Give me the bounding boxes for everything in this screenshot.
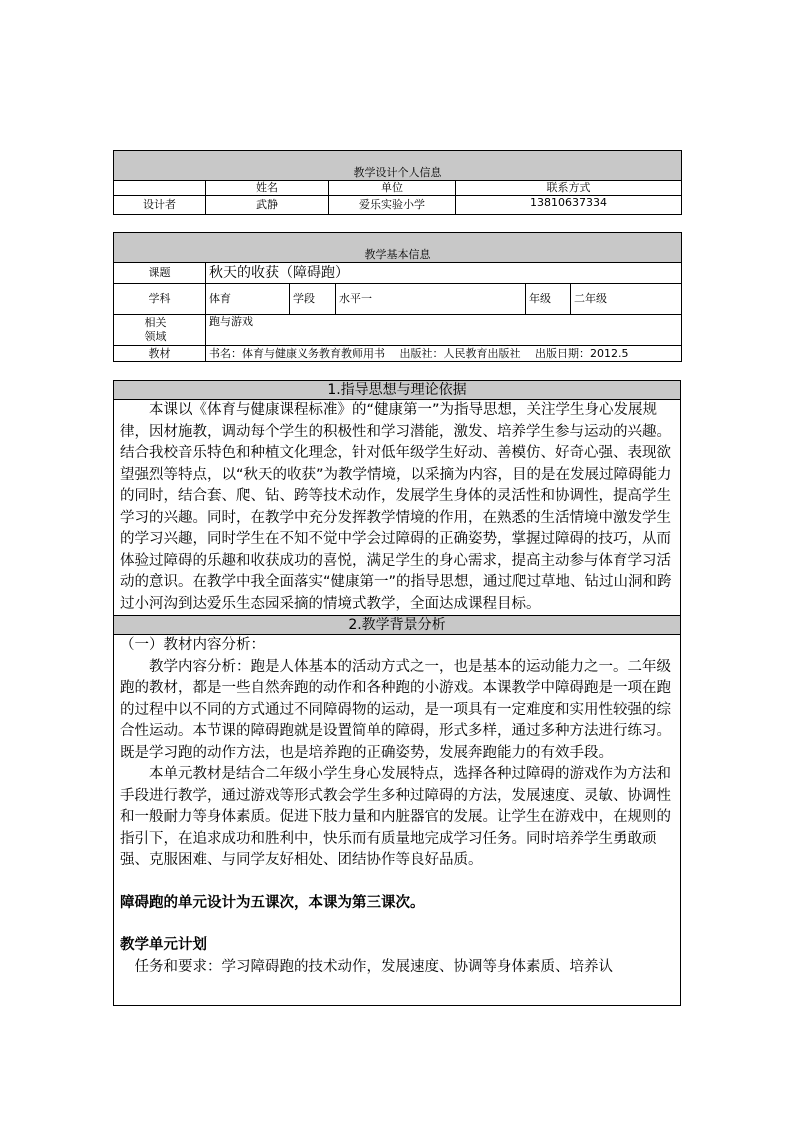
content-table [113, 380, 681, 1006]
designer-name: 武静 [206, 196, 329, 215]
designer-contact: 13810637334 [456, 196, 682, 215]
designer-label: 设计者 [114, 196, 206, 215]
section1-body [114, 400, 681, 616]
unit-design-note: 障碍跑的单元设计为五课次，本课为第三课次。 [120, 894, 425, 911]
basic-info-table [113, 232, 682, 362]
grade-label: 年级 [526, 284, 571, 315]
blank-cell [114, 181, 206, 196]
spacer [120, 914, 674, 935]
material-label: 教材 [114, 346, 206, 362]
section2-title: 2.教学背景分析 [114, 616, 681, 635]
unit-plan-heading: 教学单元计划 [120, 937, 207, 953]
spacer [120, 872, 674, 893]
topic-value: 秋天的收获（障碍跑） [206, 263, 682, 284]
section1-title: 1.指导思想与理论依据 [114, 381, 681, 400]
section2-paragraph-2: 本单元教材是结合二年级小学生身心发展特点，选择各种过障碍的游戏作为方法和手段进行教学，通过游戏等形式教会学生多种过障碍的方法，发展速度、灵敏、协调性和一般耐力等身体素质。促进下肢力量和内脏器官的发展。让学生在游戏中，在规则的指引下，在追求成功和胜利中，快乐而有质量地完成学习任务。同时培养学生勇敢顽强、克服困难、与同学友好相处、团结协作等良好品质。 [120, 766, 671, 868]
subject-label: 学科 [114, 284, 206, 315]
stage-value: 水平一 [336, 284, 526, 315]
contact-column-header: 联系方式 [456, 181, 682, 196]
section2-paragraph-1: 教学内容分析：跑是人体基本的活动方式之一，也是基本的运动能力之一。二年级跑的教材，都是一些自然奔跑的动作和各种跑的小游戏。本课教学中障碍跑是一项在跑的过程中以不同的方式通过不同障碍物的运动，是一项具有一定难度和实用性较强的综合性运动。本节课的障碍跑就是设置简单的障碍，形式多样，通过多种方法进行练习。既是学习跑的动作方法，也是培养跑的正确姿势，发展奔跑能力的有效手段。 [120, 658, 671, 761]
field-label-text: 相关领域 [144, 316, 167, 343]
unit-column-header: 单位 [329, 181, 456, 196]
topic-label: 课题 [114, 263, 206, 284]
field-value: 跑与游戏 [206, 315, 682, 346]
material-value: 书名：体育与健康义务教育教师用书 出版社：人民教育出版社 出版日期：2012.5 [206, 346, 682, 362]
personal-info-header: 教学设计个人信息 [114, 151, 682, 181]
name-column-header: 姓名 [206, 181, 329, 196]
stage-label: 学段 [290, 284, 336, 315]
grade-value: 二年级 [571, 284, 682, 315]
designer-unit: 爱乐实验小学 [329, 196, 456, 215]
tasks-requirements: 任务和要求：学习障碍跑的技术动作，发展速度、协调等身体素质、培养认 [134, 958, 613, 975]
subject-value: 体育 [206, 284, 290, 315]
field-label [114, 315, 206, 346]
section2-body [114, 635, 681, 1006]
section1-text: 本课以《体育与健康课程标准》的“健康第一”为指导思想，关注学生身心发展规律，因材施教，调动每个学生的积极性和学习潜能，激发、培养学生参与运动的兴趣。结合我校音乐特色和种植文化理念，针对低年级学生好动、善模仿、好奇心强、表现欲望强烈等特点，以“秋天的收获”为教学情境，以采摘为内容，目的是在发展过障碍能力的同时，结合套、爬、钻、跨等技术动作，发展学生身体的灵活性和协调性，提高学生学习的兴趣。同时，在教学中充分发挥教学情境的作用，在熟悉的生活情境中激发学生的学习兴趣，同时学生在不知不觉中学会过障碍的正确姿势，掌握过障碍的技巧，从而体验过障碍的乐趣和收获成功的喜悦，满足学生的身心需求，提高主动参与体育学习活动的意识。在教学中我全面落实“健康第一”的指导思想，通过爬过草地、钻过山洞和跨过小河沟到达爱乐生态园采摘的情境式教学，全面达成课程目标。 [120, 402, 672, 612]
personal-info-table [113, 150, 682, 215]
basic-info-header: 教学基本信息 [114, 233, 682, 263]
section2-subheading: （一）教材内容分析： [120, 637, 265, 653]
